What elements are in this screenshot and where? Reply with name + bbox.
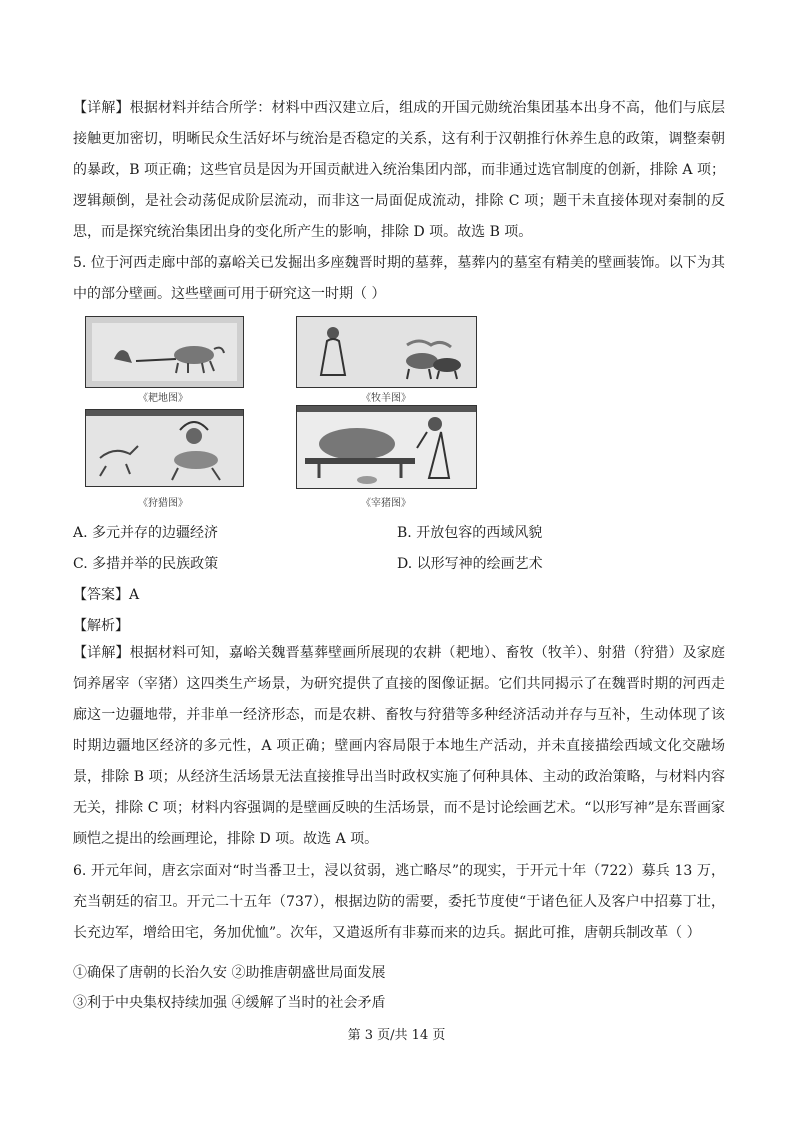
page-number-footer: 第 3 页/共 14 页: [347, 1028, 446, 1043]
q5-option-a: A. 多元并存的边疆经济: [73, 525, 219, 541]
q5-option-b: B. 开放包容的西域风貌: [397, 525, 543, 541]
plowing-mural-image: [85, 316, 244, 388]
q6-stem: 6. 开元年间，唐玄宗面对“时当番卫士，浸以贫弱，逃亡略尽”的现实，于开元十年（722）募兵 13 万，充当朝廷的宿卫。开元二十五年（737），根据边防的需要，委托节度使“于诸色征人及客户中招募丁壮，长充边军，增给田宅，务加优恤”。次年，又遣返所有非募而来的边兵。据此可推，唐朝兵制改革（ ）: [73, 863, 725, 941]
q6-items-1-2: ①确保了唐朝的长治久安 ②助推唐朝盛世局面发展: [73, 965, 386, 981]
q5-detail-paragraph: 【详解】根据材料可知，嘉峪关魏晋墓葬壁画所展现的农耕（耙地）、畜牧（牧羊）、射猎（狩猎）及家庭饲养屠宰（宰猪）这四类生产场景，为研究提供了直接的图像证据。它们共同揭示了在魏晋时期的河西走廊这一边疆地带，并非单一经济形态，而是农耕、畜牧与狩猎等多种经济活动并存与互补，生动体现了该时期边疆地区经济的多元性，A 项正确；壁画内容局限于本地生产活动，并未直接描绘西域文化交融场景，排除 B 项；从经济生活场景无法直接推导出当时政权实施了何种具体、主动的政治策略，与材料内容无关，排除 C 项；材料内容强调的是壁画反映的生活场景，而不是讨论绘画艺术。“以形写神”是东晋画家顾恺之提出的绘画理论，排除 D 项。故选 A 项。: [73, 645, 725, 847]
caption-hunting: 《狩猎图》: [138, 498, 188, 509]
caption-plowing: 《耙地图》: [138, 393, 188, 404]
hunting-mural-image: [85, 409, 244, 487]
caption-slaughtering: 《宰猪图》: [361, 498, 411, 509]
q5-option-d: D. 以形写神的绘画艺术: [397, 556, 543, 572]
q5-option-c: C. 多措并举的民族政策: [73, 556, 219, 572]
q6-items-3-4: ③利于中央集权持续加强 ④缓解了当时的社会矛盾: [73, 995, 386, 1011]
q5-answer: 【答案】A: [73, 587, 140, 603]
q5-analysis-label: 【解析】: [73, 618, 129, 634]
q5-stem: 5. 位于河西走廊中部的嘉峪关已发掘出多座魏晋时期的墓葬，墓葬内的墓室有精美的壁画装饰。以下为其中的部分壁画。这些壁画可用于研究这一时期（ ）: [73, 255, 725, 302]
caption-herding: 《牧羊图》: [361, 393, 411, 404]
slaughtering-mural-image: [296, 405, 477, 489]
herding-mural-image: [296, 316, 477, 388]
q4-detail-paragraph: 【详解】根据材料并结合所学：材料中西汉建立后，组成的开国元勋统治集团基本出身不高，他们与底层接触更加密切，明晰民众生活好坏与统治是否稳定的关系，这有利于汉朝推行休养生息的政策，调整秦朝的暴政，B 项正确；这些官员是因为开国贡献进入统治集团内部，而非通过选官制度的创新，排除 A 项；逻辑颠倒，是社会动荡促成阶层流动，而非这一局面促成流动，排除 C 项；题干未直接体现对秦制的反思，而是探究统治集团出身的变化所产生的影响，排除 D 项。故选 B 项。: [73, 100, 725, 240]
